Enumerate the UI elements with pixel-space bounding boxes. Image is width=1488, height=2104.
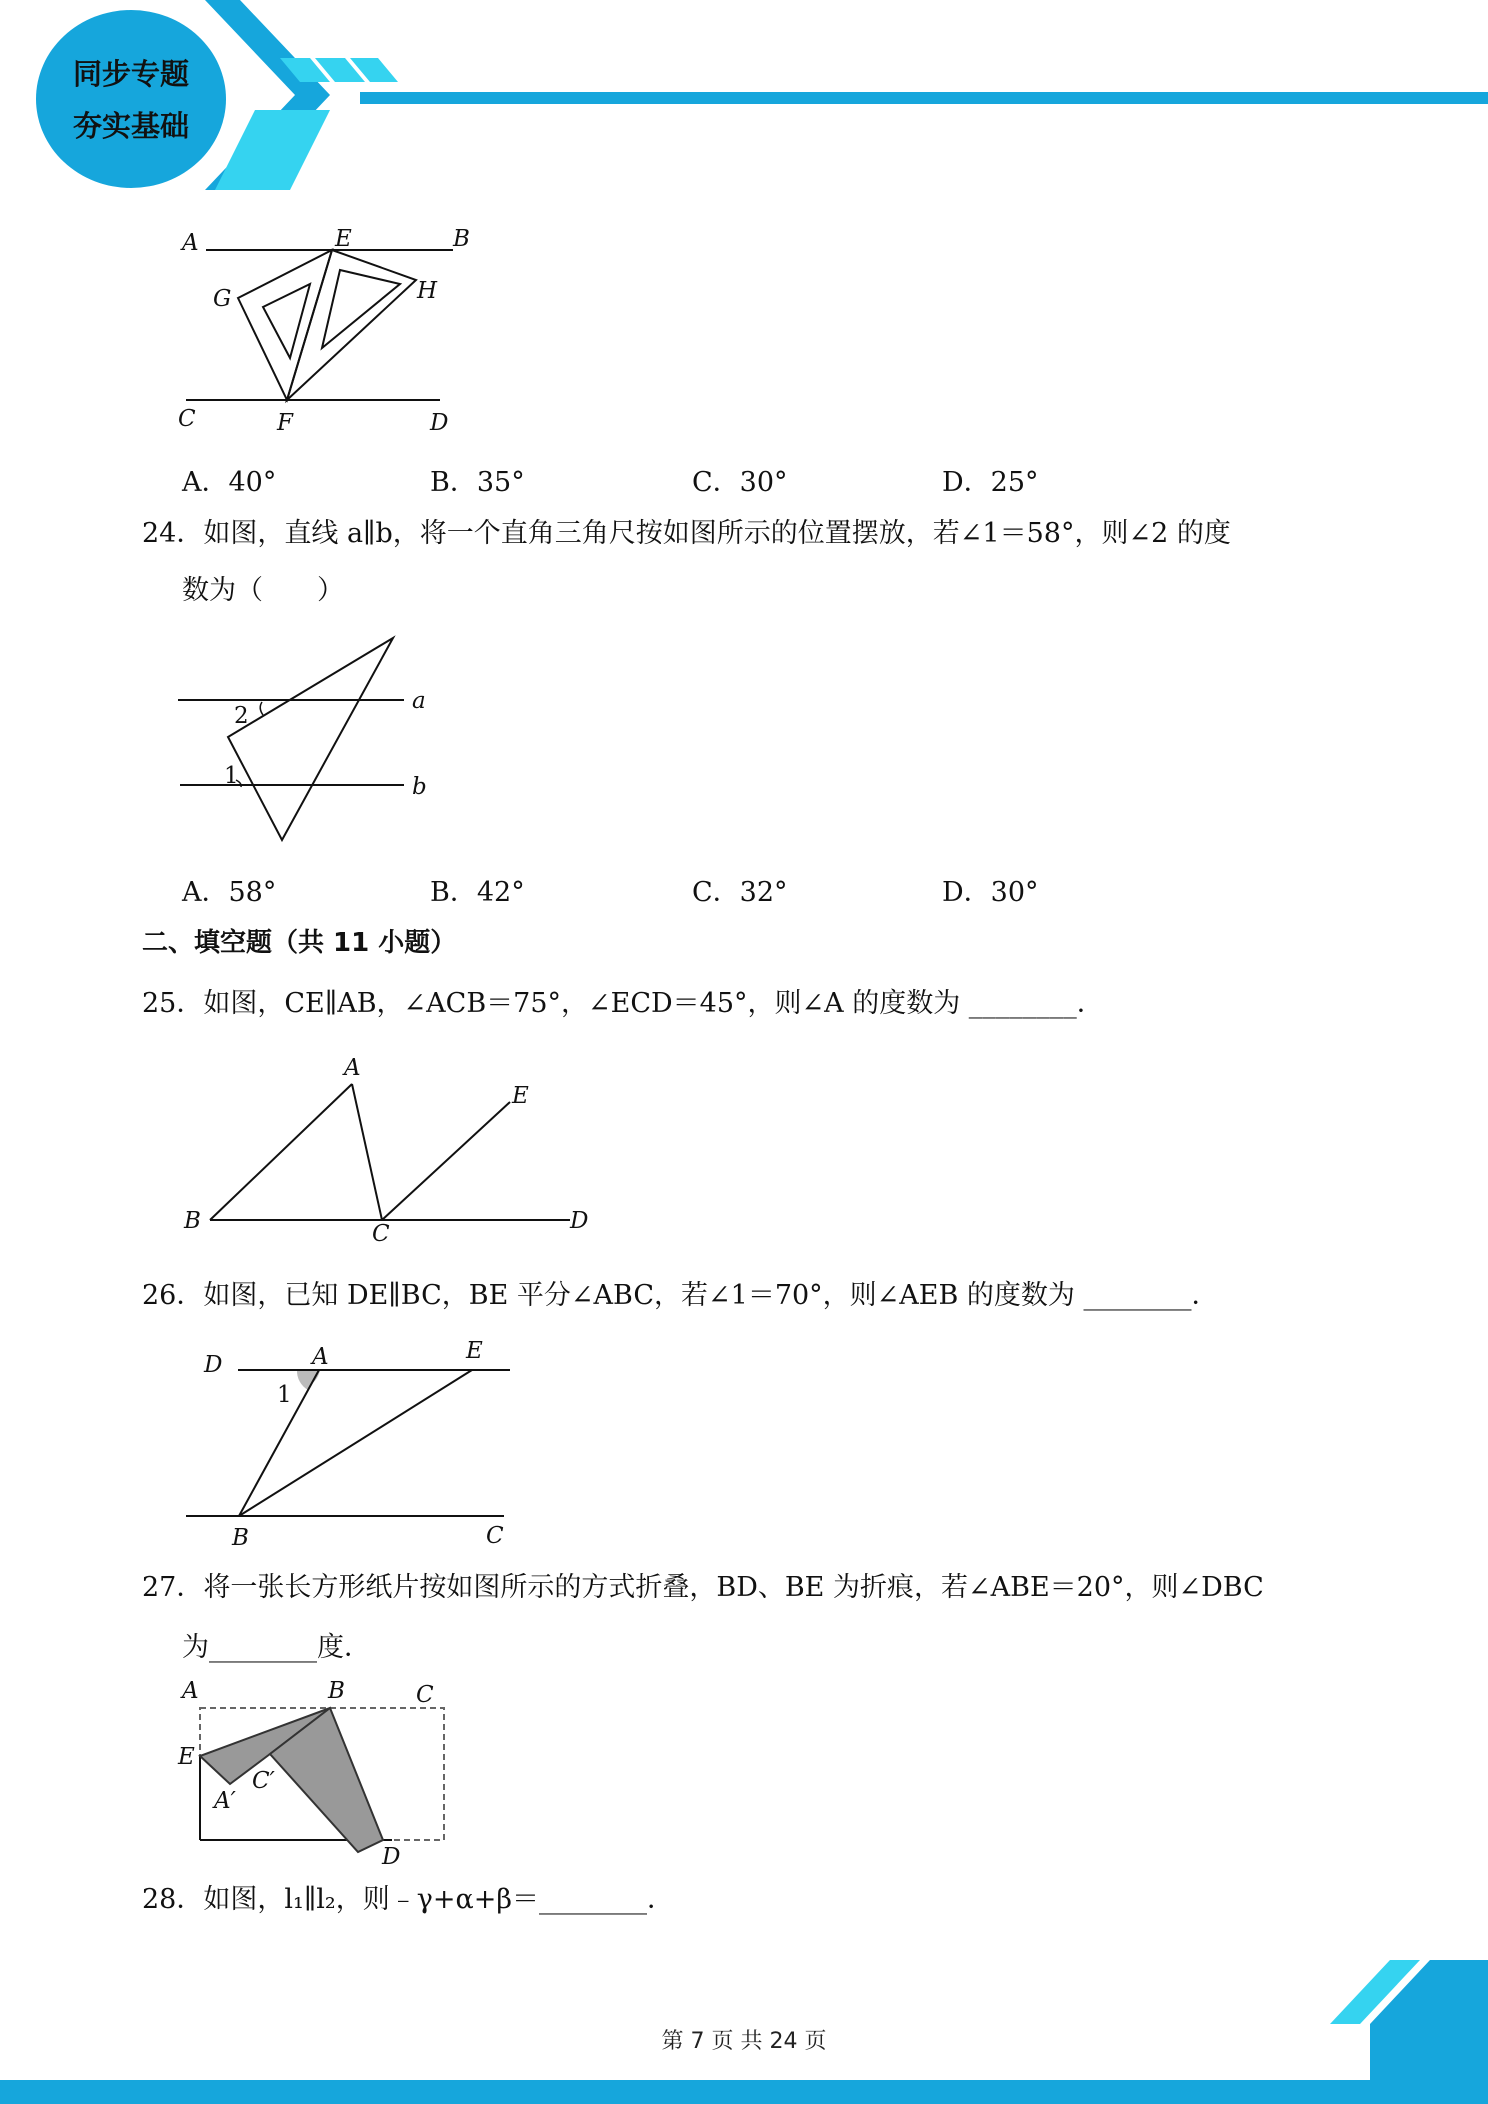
q24-option-b: B．42° <box>430 877 525 908</box>
q26-figure <box>180 1330 540 1550</box>
q23-label-G: G <box>213 286 232 312</box>
badge-line1: 同步专题 <box>72 57 189 91</box>
q24-figure <box>170 630 460 850</box>
q27-question-line1: 27．将一张长方形纸片按如图所示的方式折叠，BD、BE 为折痕，若∠ABE＝20°，则∠DBC <box>142 1572 1264 1603</box>
q24-option-c: C．32° <box>692 877 788 908</box>
q24-label-2: 2 <box>234 703 249 729</box>
q25-label-E: E <box>512 1083 529 1109</box>
section2-title: 二、填空题（共 11 小题） <box>142 928 457 958</box>
badge-line2: 夯实基础 <box>72 109 189 143</box>
q25-label-D: D <box>570 1208 589 1234</box>
q27-label-D: D <box>382 1844 401 1870</box>
q23-label-D: D <box>430 410 449 436</box>
footer-decoration <box>0 1904 1488 2104</box>
q27-label-C-prime: C′ <box>252 1768 275 1794</box>
q28-question: 28．如图，l₁∥l₂，则﹣γ+α+β＝________． <box>142 1884 674 1915</box>
q26-label-C: C <box>486 1523 504 1549</box>
q27-label-E: E <box>178 1744 195 1770</box>
q23-label-A: A <box>182 230 199 256</box>
q26-label-1: 1 <box>277 1382 292 1408</box>
q27-question-line2: 为________度． <box>182 1632 371 1663</box>
q26-label-E: E <box>466 1338 483 1364</box>
q23-option-b: B．35° <box>430 467 525 498</box>
q23-option-a: A．40° <box>182 467 277 498</box>
q26-label-A: A <box>312 1344 329 1370</box>
q27-figure <box>170 1672 450 1872</box>
q25-figure <box>180 1050 610 1247</box>
q24-label-b: b <box>412 774 427 800</box>
q24-option-d: D．30° <box>942 877 1039 908</box>
q26-label-B: B <box>232 1525 249 1551</box>
q23-label-E: E <box>335 226 352 252</box>
q25-label-B: B <box>184 1208 201 1234</box>
q23-label-F: F <box>277 410 293 436</box>
q24-option-a: A．58° <box>182 877 277 908</box>
q27-label-A: A <box>182 1678 199 1704</box>
q25-label-A: A <box>344 1055 361 1081</box>
q24-label-a: a <box>412 688 426 714</box>
q27-label-C: C <box>416 1682 434 1708</box>
q23-figure <box>170 220 490 450</box>
q26-question: 26．如图，已知 DE∥BC，BE 平分∠ABC，若∠1＝70°，则∠AEB 的度数为 ________． <box>142 1280 1219 1311</box>
q23-option-c: C．30° <box>692 467 788 498</box>
q23-label-H: H <box>417 278 438 304</box>
header-badge <box>36 10 226 188</box>
q24-label-1: 1 <box>224 763 239 789</box>
q24-question-line1: 24．如图，直线 a∥b，将一个直角三角尺按如图所示的位置摆放，若∠1＝58°，则∠2 的度 <box>142 518 1231 549</box>
page-number: 第 7 页 共 24 页 <box>661 2029 827 2054</box>
q27-label-A-prime: A′ <box>214 1788 236 1814</box>
q23-label-B: B <box>453 226 470 252</box>
q23-label-C: C <box>178 406 196 432</box>
q25-label-C: C <box>372 1221 390 1247</box>
q27-label-B: B <box>328 1678 345 1704</box>
q26-label-D: D <box>204 1352 223 1378</box>
q25-question: 25．如图，CE∥AB，∠ACB＝75°，∠ECD＝45°，则∠A 的度数为 ________． <box>142 988 1104 1019</box>
q24-question-line2: 数为（ ） <box>182 575 344 606</box>
q23-option-d: D．25° <box>942 467 1039 498</box>
